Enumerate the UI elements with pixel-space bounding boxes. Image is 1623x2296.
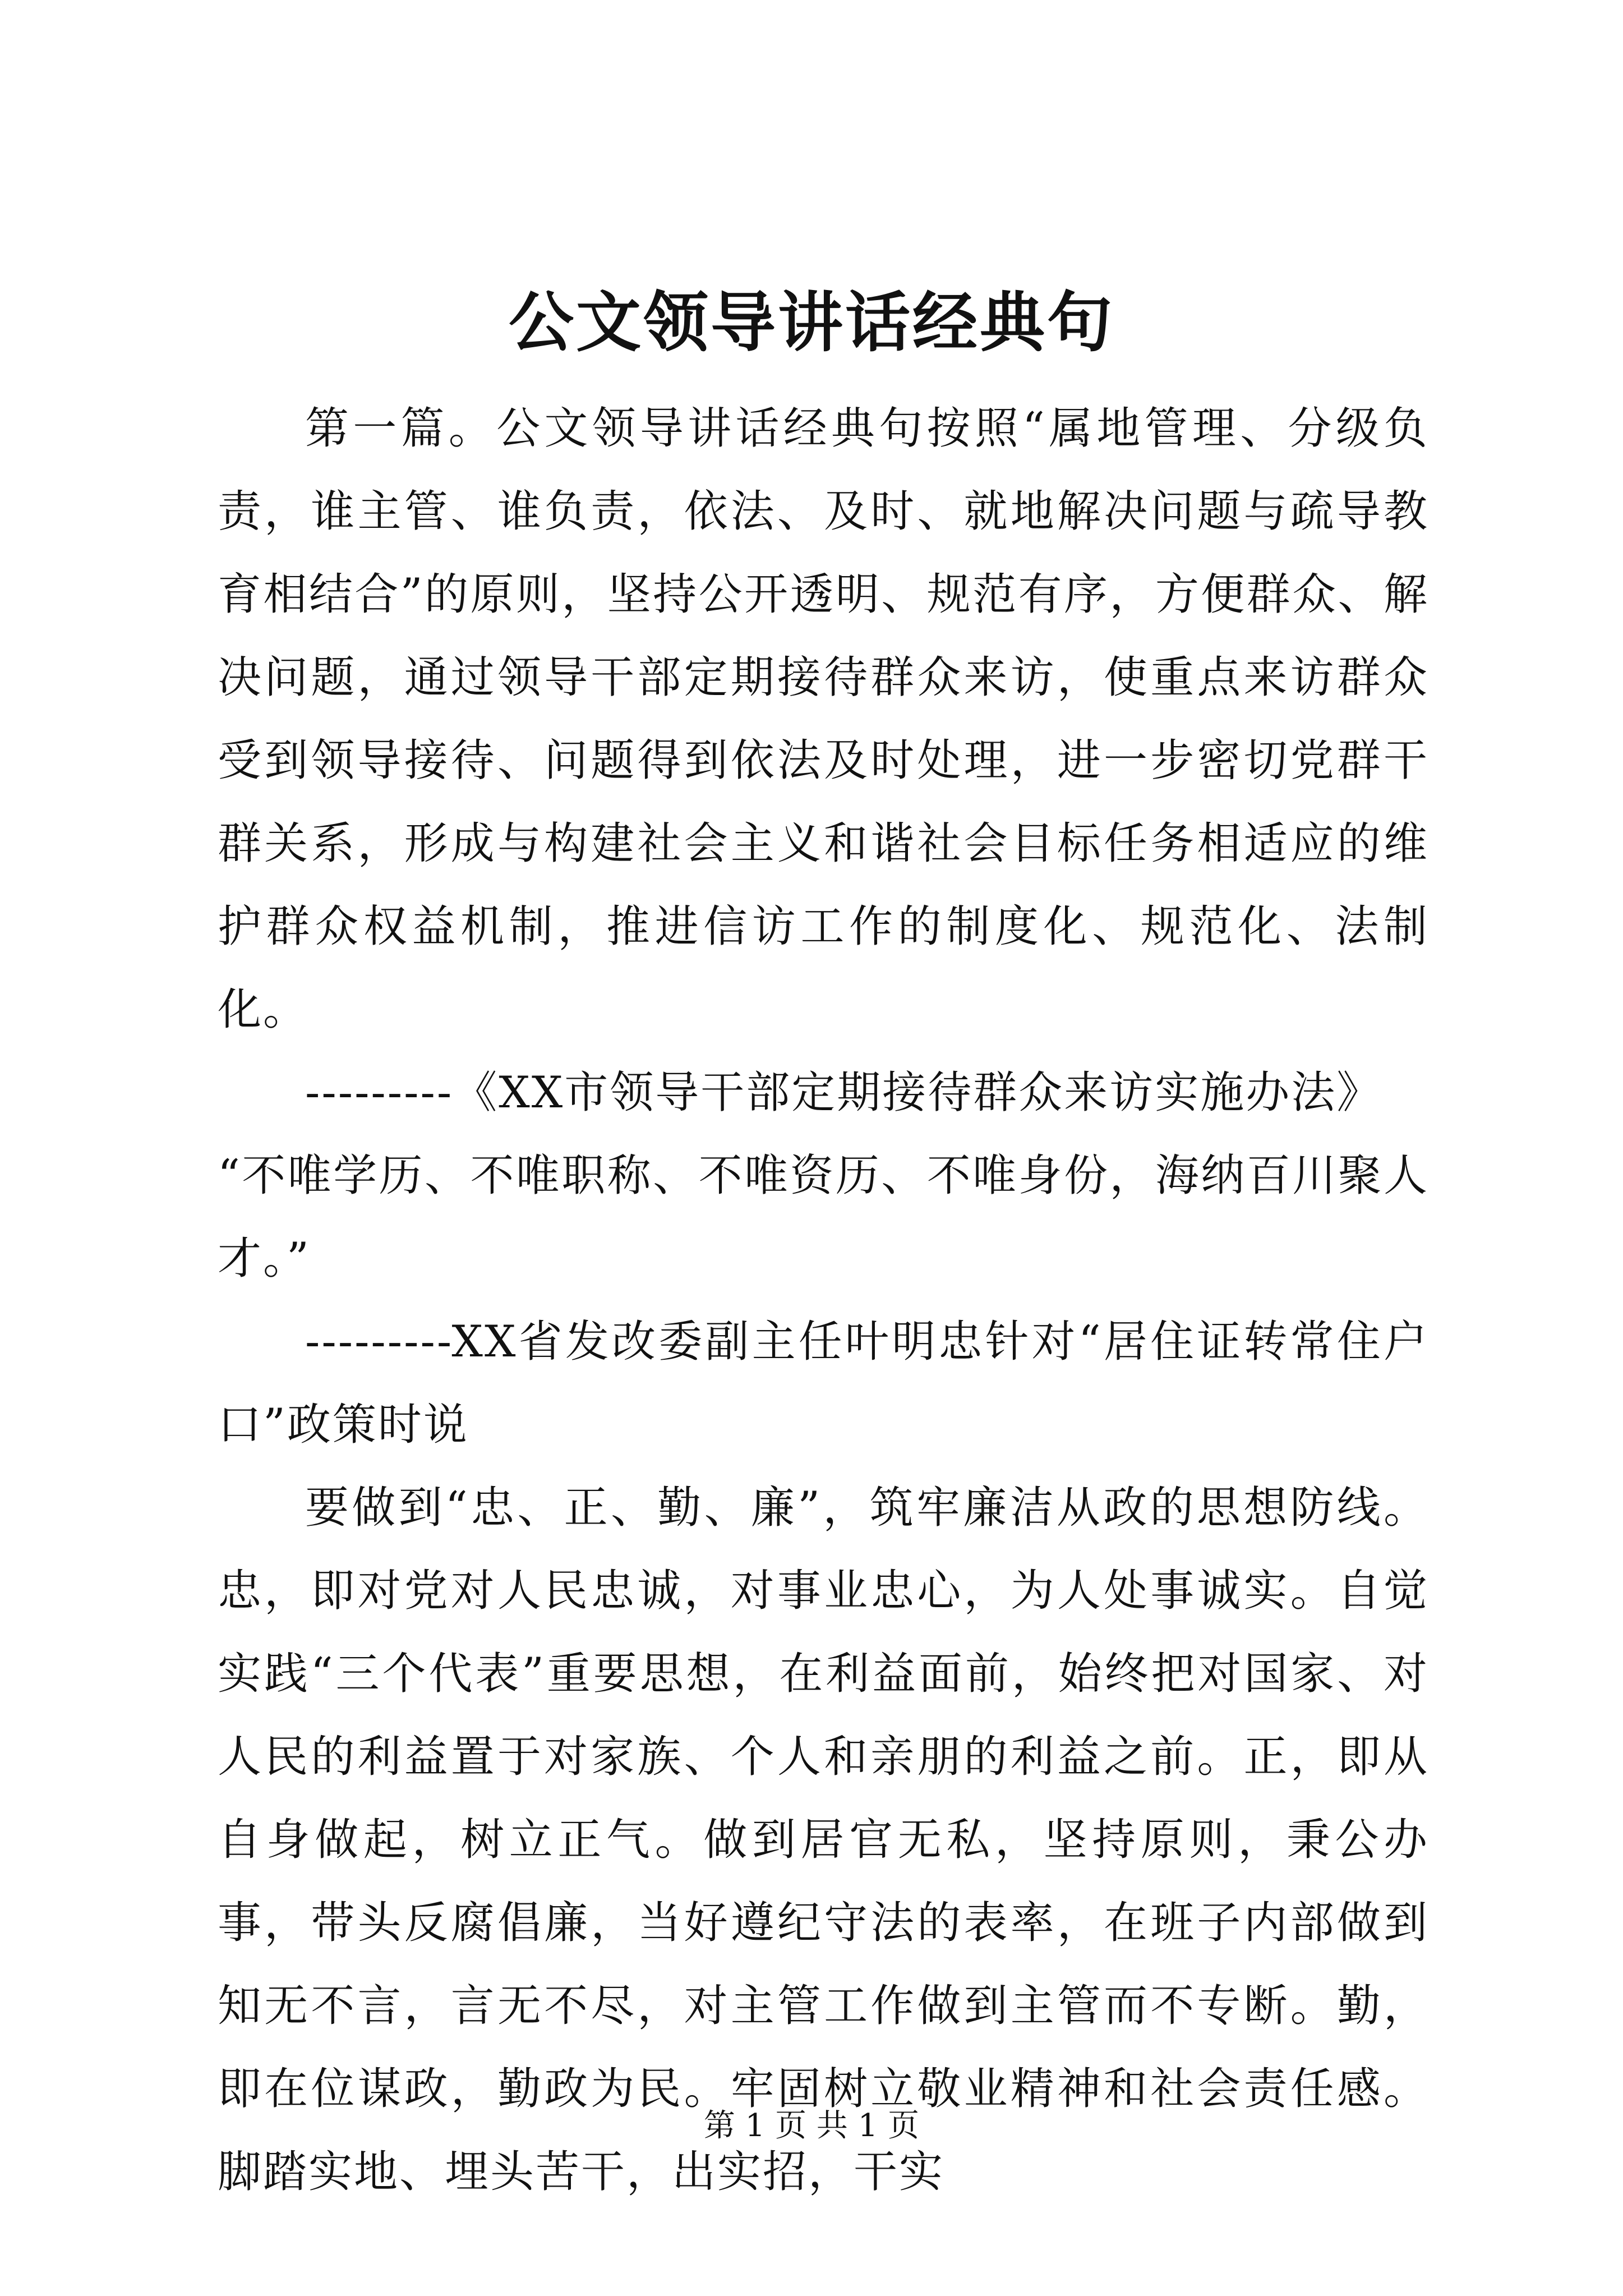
paragraph-quote: “不唯学历、不唯职称、不唯资历、不唯身份，海纳百川聚人才。” — [218, 1151, 1429, 1284]
paragraph-integrity: 要做到“忠、正、勤、廉”，筑牢廉洁从政的思想防线。忠，即对党对人民忠诚，对事业忠心，为人处事诚实。自觉实践“三个代表”重要思想，在利益面前，始终把对国家、对人民的利益置于对家族、个人和亲朋的利益之前。正，即从自身做起，树立正气。做到居官无私，坚持原则，秉公办事，带头反腐倡廉，当好遵纪守法的表率，在班子内部做到知无不言，言无不尽，对主管工作做到主管而不专断。勤，即在位谋政，勤政为民。牢固树立敬业精神和社会责任感。脚踏实地、埋头苦干，出实招，干实 — [218, 1483, 1429, 2197]
paragraph-source-2: ---------XX省发改委副主任叶明忠针对“居住证转常住户口”政策时说 — [218, 1317, 1429, 1450]
paragraph-intro: 第一篇。公文领导讲话经典句按照“属地管理、分级负责，谁主管、谁负责，依法、及时、就地解决问题与疏导教育相结合”的原则，坚持公开透明、规范有序，方便群众、解决问题，通过领导干部定期接待群众来访，使重点来访群众受到领导接待、问题得到依法及时处理，进一步密切党群干群关系，形成与构建社会主义和谐社会目标任务相适应的维护群众权益机制，推进信访工作的制度化、规范化、法制化。 — [218, 403, 1429, 1035]
document-body — [218, 387, 1429, 2214]
paragraph-source-1: ---------《XX市领导干部定期接待群众来访实施办法》 — [305, 1068, 1382, 1118]
page-footer: 第 1 页 共 1 页 — [703, 2108, 920, 2144]
document-title: 公文领导讲话经典句 — [509, 284, 1114, 361]
